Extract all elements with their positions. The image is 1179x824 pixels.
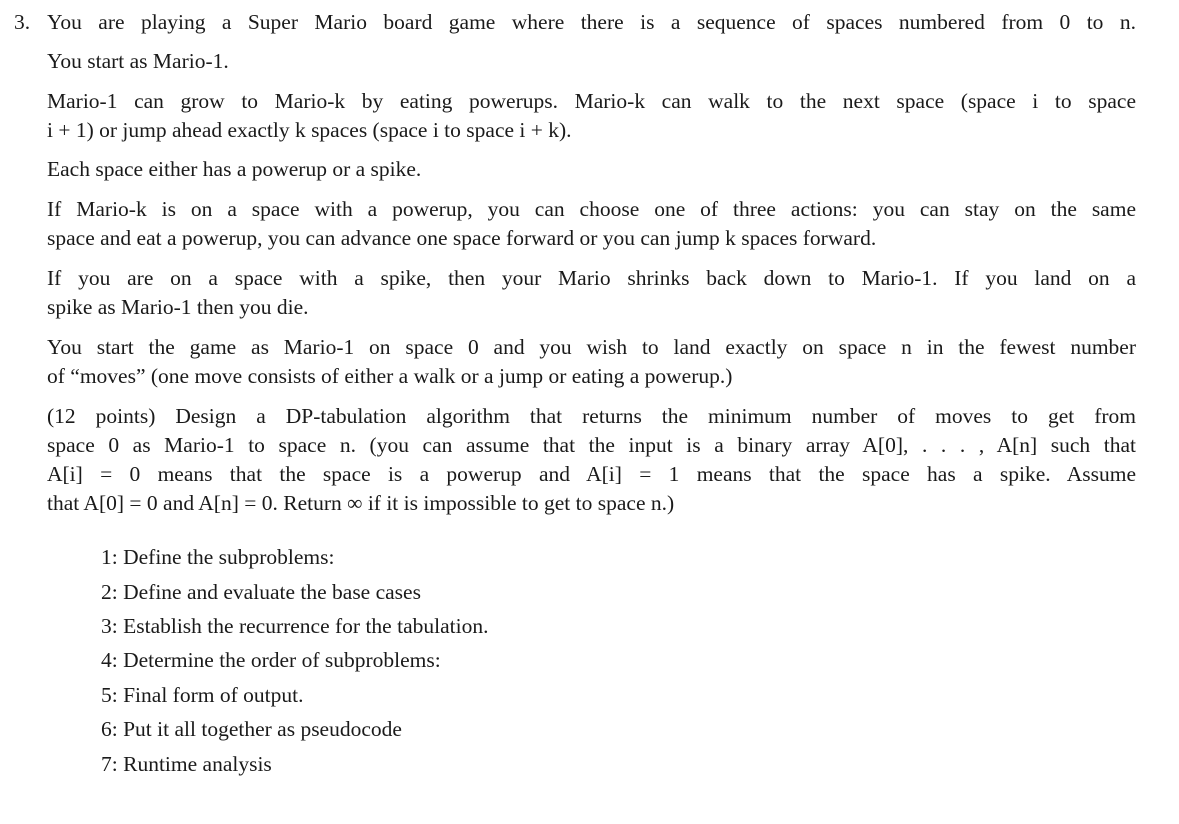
problem-text-line: Each space either has a powerup or a spike.	[47, 157, 422, 181]
problem-text-line: If you are on a space with a spike, then your Mario shrinks back down to Mario-1. If you land on a	[47, 266, 1136, 290]
problem-text-line: space and eat a powerup, you can advance one space forward or you can jump k spaces forward.	[47, 226, 877, 250]
problem-number: 3.	[14, 10, 31, 34]
problem-text-line: spike as Mario-1 then you die.	[47, 295, 309, 319]
problem-text-line: You are playing a Super Mario board game where there is a sequence of spaces numbered from 0 to n.	[47, 10, 1136, 34]
problem-text-line: You start the game as Mario-1 on space 0 and you wish to land exactly on space n in the fewest number	[47, 335, 1136, 359]
problem-text-line: If Mario-k is on a space with a powerup, you can choose one of three actions: you can stay on the same	[47, 197, 1136, 221]
step-item: 4: Determine the order of subproblems:	[101, 648, 441, 672]
problem-text-line: You start as Mario-1.	[47, 49, 229, 73]
problem-text-line: that A[0] = 0 and A[n] = 0. Return ∞ if it is impossible to get to space n.)	[47, 491, 675, 515]
problem-text-line: space 0 as Mario-1 to space n. (you can assume that the input is a binary array A[0], . . . , A[n] such that	[47, 433, 1136, 457]
step-item: 7: Runtime analysis	[101, 752, 272, 776]
problem-text-line: (12 points) Design a DP-tabulation algorithm that returns the minimum number of moves to get from	[47, 404, 1136, 428]
problem-text-line: A[i] = 0 means that the space is a powerup and A[i] = 1 means that the space has a spike. Assume	[47, 462, 1136, 486]
step-item: 2: Define and evaluate the base cases	[101, 580, 421, 604]
problem-text-line: Mario-1 can grow to Mario-k by eating powerups. Mario-k can walk to the next space (space i to space	[47, 89, 1136, 113]
step-item: 1: Define the subproblems:	[101, 545, 335, 569]
problem-text-line: i + 1) or jump ahead exactly k spaces (space i to space i + k).	[47, 118, 572, 142]
problem-text-line: of “moves” (one move consists of either a walk or a jump or eating a powerup.)	[47, 364, 733, 388]
step-item: 6: Put it all together as pseudocode	[101, 717, 402, 741]
step-item: 3: Establish the recurrence for the tabulation.	[101, 614, 489, 638]
step-item: 5: Final form of output.	[101, 683, 304, 707]
